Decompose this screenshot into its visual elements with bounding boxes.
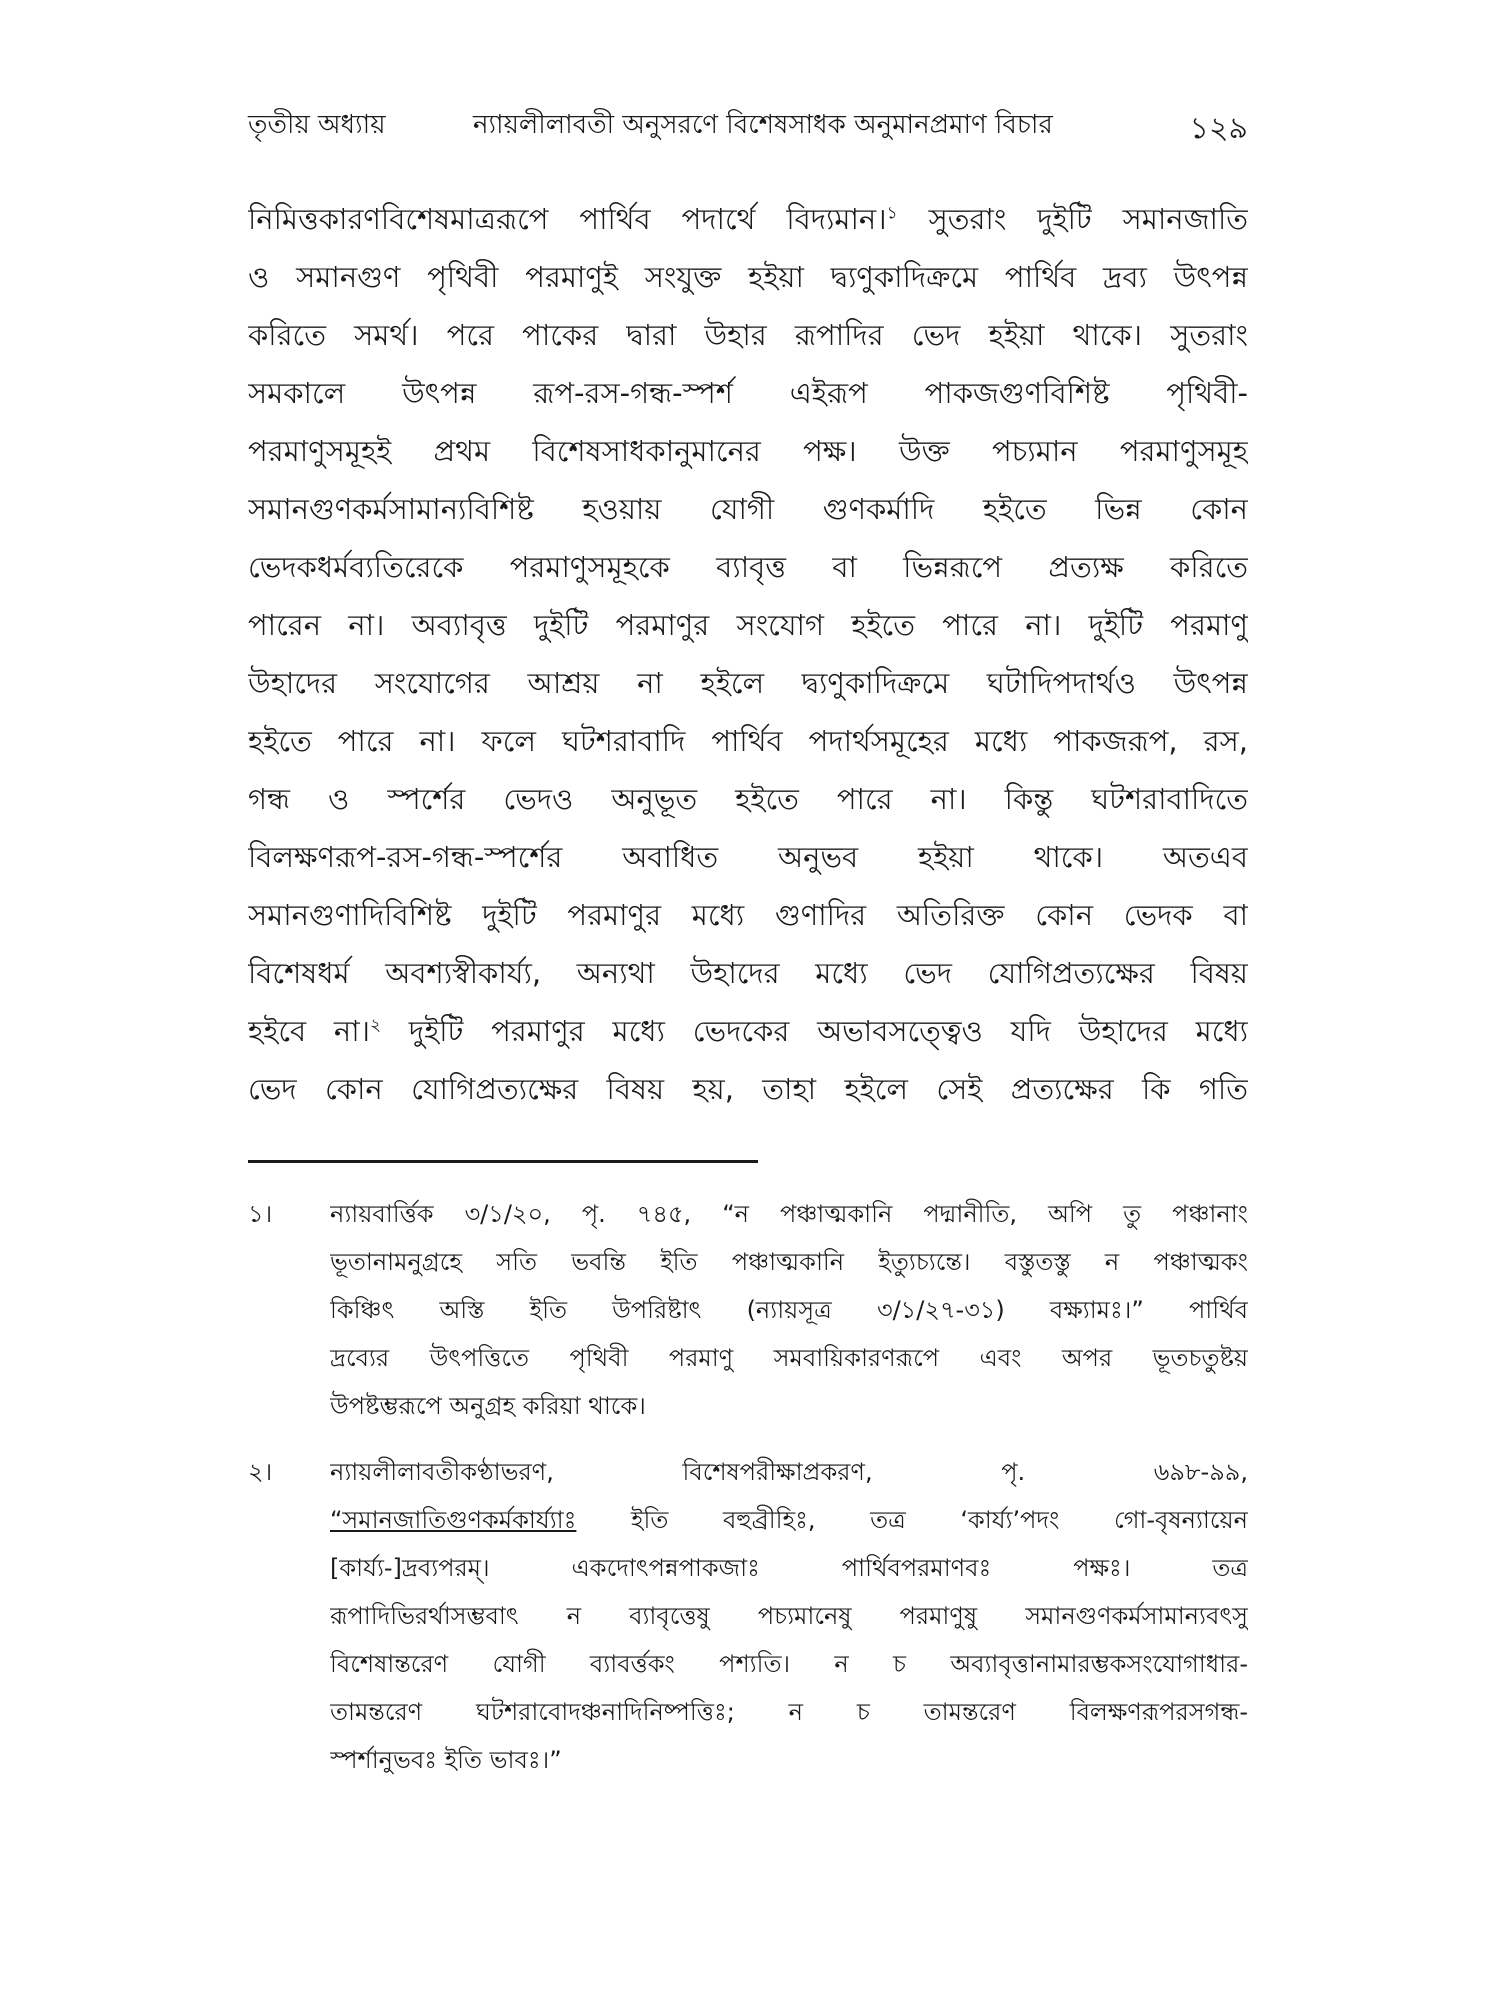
footnote-line: ন্যায়লীলাবতীকণ্ঠাভরণ, বিশেষপরীক্ষাপ্রকরণ, পৃ. ৬৯৮-৯৯, xyxy=(330,1458,1248,1486)
footnote-divider xyxy=(248,1160,758,1163)
text-line: গন্ধ ও স্পর্শের ভেদও অনুভূত হইতে পারে না। কিন্তু ঘটশরাবাদিতে xyxy=(248,782,1248,816)
text-line: বিশেষধর্ম অবশ্যস্বীকার্য্য, অন্যথা উহাদের মধ্যে ভেদ যোগিপ্রত্যক্ষের বিষয় xyxy=(248,956,1248,990)
page-number: ১২৯ xyxy=(1189,111,1248,146)
footnote-marker: ১ xyxy=(886,203,898,224)
footnote-1 xyxy=(248,1190,1248,1430)
text-line: সমানগুণকর্মসামান্যবিশিষ্ট হওয়ায় যোগী গুণকর্মাদি হইতে ভিন্ন কোন xyxy=(248,492,1248,526)
body-text xyxy=(248,190,1248,1118)
text-line: হইতে পারে না। ফলে ঘটশরাবাদি পার্থিব পদার্থসমূহের মধ্যে পাকজরূপ, রস, xyxy=(248,724,1248,758)
footnote-line: কিঞ্চিৎ অস্তি ইতি উপরিষ্টাৎ (ন্যায়সূত্র ৩/১/২৭-৩১) বক্ষ্যামঃ।” পার্থিব xyxy=(330,1296,1248,1324)
footnote-line: ন্যায়বার্ত্তিক ৩/১/২০, পৃ. ৭৪৫, “ন পঞ্চাত্মকানি পদ্মানীতি, অপি তু পঞ্চানাং xyxy=(330,1200,1248,1228)
text-line: ভেদকধর্মব্যতিরেকে পরমাণুসমূহকে ব্যাবৃত্ত বা ভিন্নরূপে প্রত্যক্ষ করিতে xyxy=(248,550,1248,584)
footnote-marker: ২ xyxy=(370,1015,382,1036)
footnote-number: ১। xyxy=(248,1200,273,1228)
footnote-line: “সমানজাতিগুণকর্মকার্য্যাঃ ইতি বহুব্রীহিঃ, তত্র ‘কার্য্য’পদং গো-বৃষন্যায়েন xyxy=(330,1506,1248,1534)
text-line: বিলক্ষণরূপ-রস-গন্ধ-স্পর্শের অবাধিত অনুভব হইয়া থাকে। অতএব xyxy=(248,840,1248,874)
footnote-line: তামন্তরেণ ঘটশরাবোদঞ্চনাদিনিষ্পত্তিঃ; ন চ তামন্তরেণ বিলক্ষণরূপরসগন্ধ- xyxy=(330,1698,1248,1726)
footnote-line: বিশেষান্তরেণ যোগী ব্যাবর্ত্তকং পশ্যতি। ন চ অব্যাবৃত্তানামারম্ভকসংযোগাধার- xyxy=(330,1650,1248,1678)
text-line: নিমিত্তকারণবিশেষমাত্ররূপে পার্থিব পদার্থে বিদ্যমান।$^১$ সুতরাং দুইটি সমানজাতি xyxy=(248,202,1248,236)
text-line: পরমাণুসমূহই প্রথম বিশেষসাধকানুমানের পক্ষ। উক্ত পচ্যমান পরমাণুসমূহ xyxy=(248,434,1248,468)
footnote-line: দ্রব্যের উৎপত্তিতে পৃথিবী পরমাণু সমবায়িকারণরূপে এবং অপর ভূতচতুষ্টয় xyxy=(330,1344,1248,1372)
text-line: সমানগুণাদিবিশিষ্ট দুইটি পরমাণুর মধ্যে গুণাদির অতিরিক্ত কোন ভেদক বা xyxy=(248,898,1248,932)
text-line: ভেদ কোন যোগিপ্রত্যক্ষের বিষয় হয়, তাহা হইলে সেই প্রত্যক্ষের কি গতি xyxy=(248,1072,1248,1106)
footnote-line: স্পর্শানুভবঃ ইতি ভাবঃ।” xyxy=(330,1746,562,1774)
footnote-line: ভূতানামনুগ্রহে সতি ভবন্তি ইতি পঞ্চাত্মকানি ইত্যুচ্যন্তে। বস্তুতস্তু ন পঞ্চাত্মকং xyxy=(330,1248,1248,1276)
text-line: সমকালে উৎপন্ন রূপ-রস-গন্ধ-স্পর্শ এইরূপ পাকজগুণবিশিষ্ট পৃথিবী- xyxy=(248,376,1248,410)
running-header xyxy=(248,104,1248,144)
underlined-term: “সমানজাতিগুণকর্মকার্য্যাঃ xyxy=(330,1506,577,1534)
text-line: ও সমানগুণ পৃথিবী পরমাণুই সংযুক্ত হইয়া দ্ব্যণুকাদিক্রমে পার্থিব দ্রব্য উৎপন্ন xyxy=(248,260,1248,294)
footnote-line: উপষ্টম্ভরূপে অনুগ্রহ করিয়া থাকে। xyxy=(330,1392,646,1420)
footnote-line: [কার্য্য-]দ্রব্যপরম্। একদোৎপন্নপাকজাঃ পার্থিবপরমাণবঃ পক্ষঃ। তত্র xyxy=(330,1554,1248,1582)
footnote-2 xyxy=(248,1448,1248,1784)
chapter-label: তৃতীয় অধ্যায় xyxy=(248,110,386,140)
text-line: হইবে না।$^২$ দুইটি পরমাণুর মধ্যে ভেদকের অভাবসত্ত্বেও যদি উহাদের মধ্যে xyxy=(248,1014,1248,1048)
section-title: ন্যায়লীলাবতী অনুসরণে বিশেষসাধক অনুমানপ্রমাণ বিচার xyxy=(473,110,1053,140)
footnote-line: রূপাদিভিরর্থাসম্ভবাৎ ন ব্যাবৃত্তেষু পচ্যমানেষু পরমাণুষু সমানগুণকর্মসামান্যবৎসু xyxy=(330,1602,1248,1630)
footnotes xyxy=(248,1190,1248,1802)
text-line: পারেন না। অব্যাবৃত্ত দুইটি পরমাণুর সংযোগ হইতে পারে না। দুইটি পরমাণু xyxy=(248,608,1248,642)
footnote-number: ২। xyxy=(248,1458,273,1486)
text-line: উহাদের সংযোগের আশ্রয় না হইলে দ্ব্যণুকাদিক্রমে ঘটাদিপদার্থও উৎপন্ন xyxy=(248,666,1248,700)
text-line: করিতে সমর্থ। পরে পাকের দ্বারা উহার রূপাদির ভেদ হইয়া থাকে। সুতরাং xyxy=(248,318,1248,352)
